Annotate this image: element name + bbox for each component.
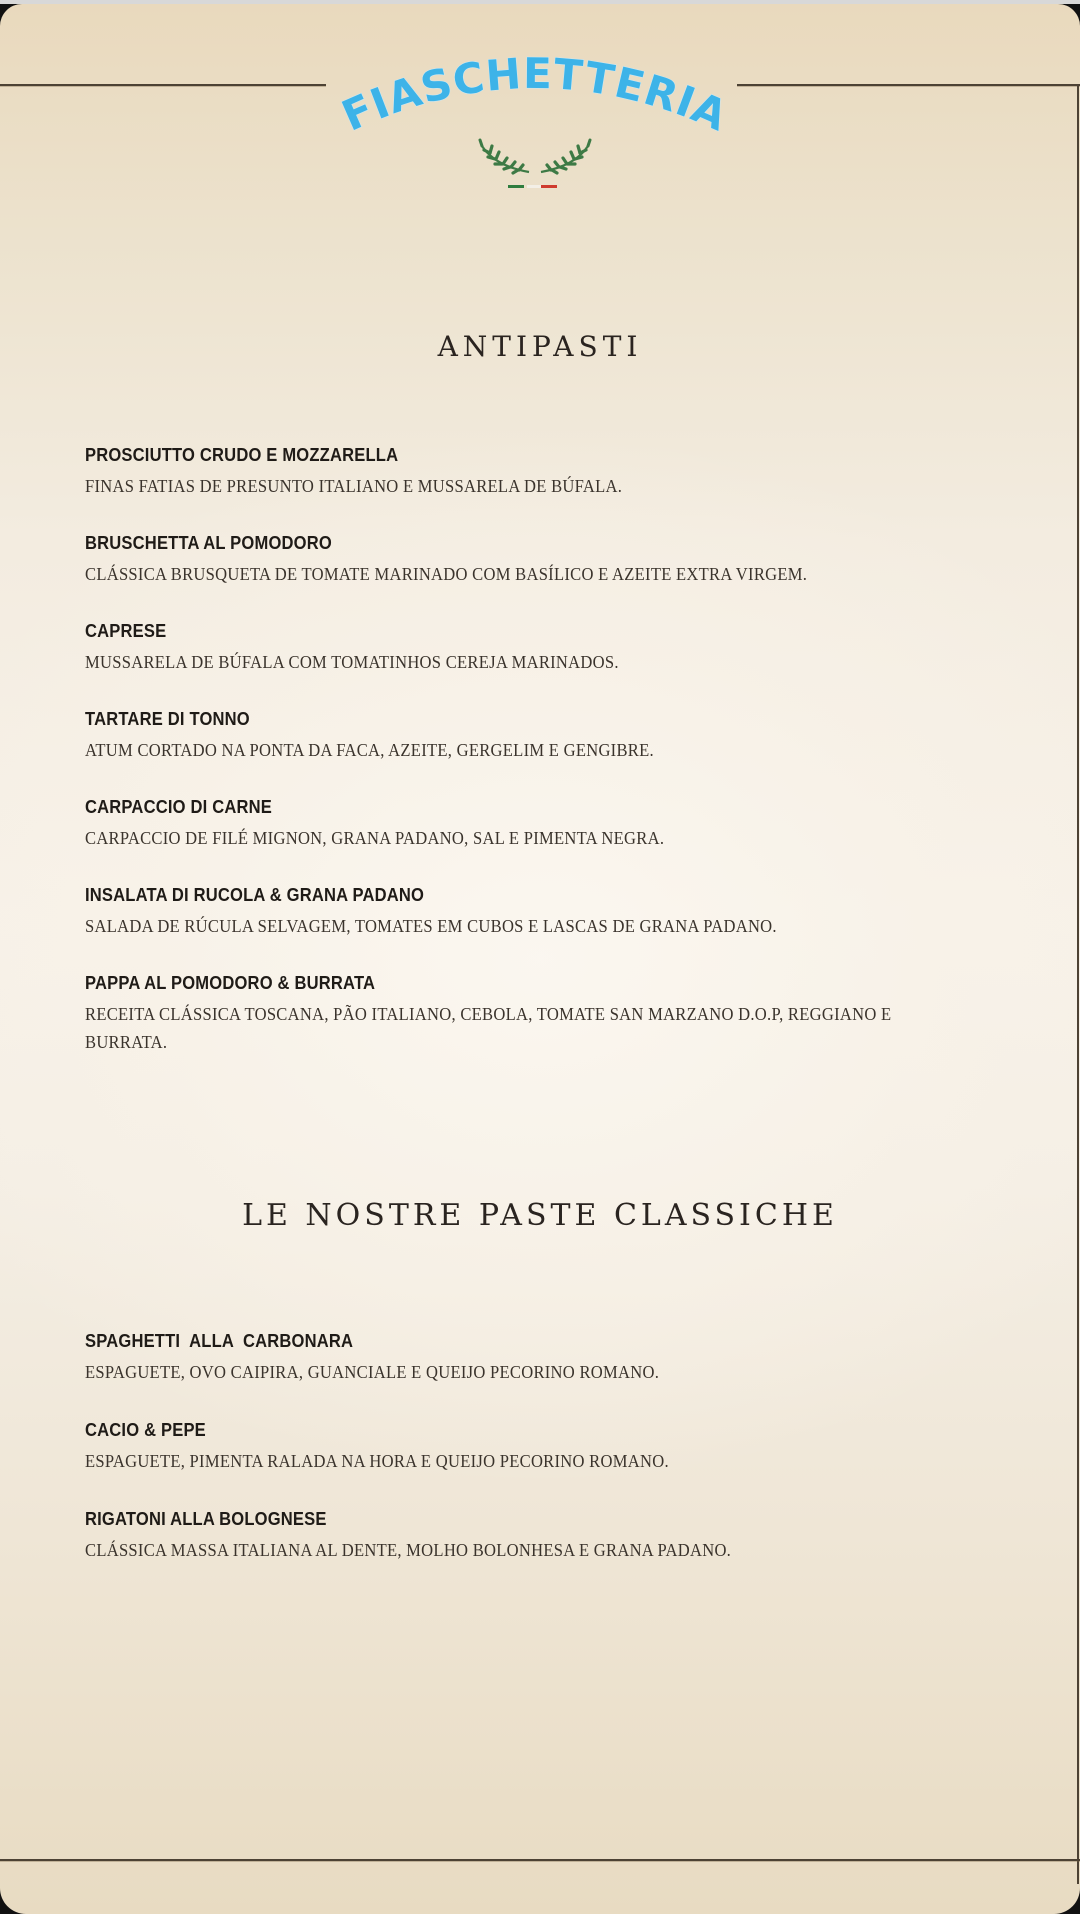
menu-item xyxy=(85,620,1025,708)
item-name: PROSCIUTTO CRUDO E MOZZARELLA xyxy=(85,445,399,465)
item-description: RECEITA CLÁSSICA TOSCANA, PÃO ITALIANO, CEBOLA, TOMATE SAN MARZANO D.O.P, REGGIANO E BURRATA. xyxy=(85,1004,892,1052)
item-name: CAPRESE xyxy=(85,621,167,641)
menu-item xyxy=(85,796,1025,884)
italian-flag-icon xyxy=(508,185,557,188)
menu-page xyxy=(0,4,1080,1914)
antipasti-list xyxy=(85,444,1025,1088)
item-name: CACIO & PEPE xyxy=(85,1420,206,1440)
menu-item xyxy=(85,884,1025,972)
menu-item xyxy=(85,444,1025,532)
section-title-paste-classiche: LE NOSTRE PASTE CLASSICHE xyxy=(242,1198,838,1233)
menu-item xyxy=(85,1419,1025,1508)
item-description: ESPAGUETE, PIMENTA RALADA NA HORA E QUEIJO PECORINO ROMANO. xyxy=(85,1451,669,1471)
item-name: CARPACCIO DI CARNE xyxy=(85,797,273,817)
item-name: RIGATONI ALLA BOLOGNESE xyxy=(85,1509,327,1529)
item-name: TARTARE DI TONNO xyxy=(85,709,250,729)
item-name: SPAGHETTI ALLA CARBONARA xyxy=(85,1331,354,1351)
brand-name: FIASCHETTERIA xyxy=(334,54,736,141)
item-description: MUSSARELA DE BÚFALA COM TOMATINHOS CEREJA MARINADOS. xyxy=(85,652,619,672)
header-rule-left xyxy=(0,84,326,86)
laurel-wreath-icon xyxy=(480,140,590,173)
item-name: INSALATA DI RUCOLA & GRANA PADANO xyxy=(85,885,425,905)
menu-item xyxy=(85,1508,1025,1597)
menu-item xyxy=(85,1330,1025,1419)
section-title-antipasti: ANTIPASTI xyxy=(437,330,643,363)
menu-item xyxy=(85,972,1025,1088)
brand-logo xyxy=(330,54,740,204)
item-name: BRUSCHETTA AL POMODORO xyxy=(85,533,332,553)
paste-list xyxy=(85,1330,1025,1597)
item-description: FINAS FATIAS DE PRESUNTO ITALIANO E MUSSARELA DE BÚFALA. xyxy=(85,476,623,496)
menu-item xyxy=(85,532,1025,620)
menu-item xyxy=(85,708,1025,796)
item-description: ESPAGUETE, OVO CAIPIRA, GUANCIALE E QUEIJO PECORINO ROMANO. xyxy=(85,1362,660,1382)
item-description: CLÁSSICA MASSA ITALIANA AL DENTE, MOLHO BOLONHESA E GRANA PADANO. xyxy=(85,1540,732,1560)
header-rule-right xyxy=(737,84,1080,86)
item-description: CLÁSSICA BRUSQUETA DE TOMATE MARINADO COM BASÍLICO E AZEITE EXTRA VIRGEM. xyxy=(85,564,808,584)
footer-rule xyxy=(0,1859,1080,1861)
item-description: ATUM CORTADO NA PONTA DA FACA, AZEITE, GERGELIM E GENGIBRE. xyxy=(85,740,654,760)
item-description: SALADA DE RÚCULA SELVAGEM, TOMATES EM CUBOS E LASCAS DE GRANA PADANO. xyxy=(85,916,777,936)
item-name: PAPPA AL POMODORO & BURRATA xyxy=(85,973,376,993)
item-description: CARPACCIO DE FILÉ MIGNON, GRANA PADANO, SAL E PIMENTA NEGRA. xyxy=(85,828,665,848)
